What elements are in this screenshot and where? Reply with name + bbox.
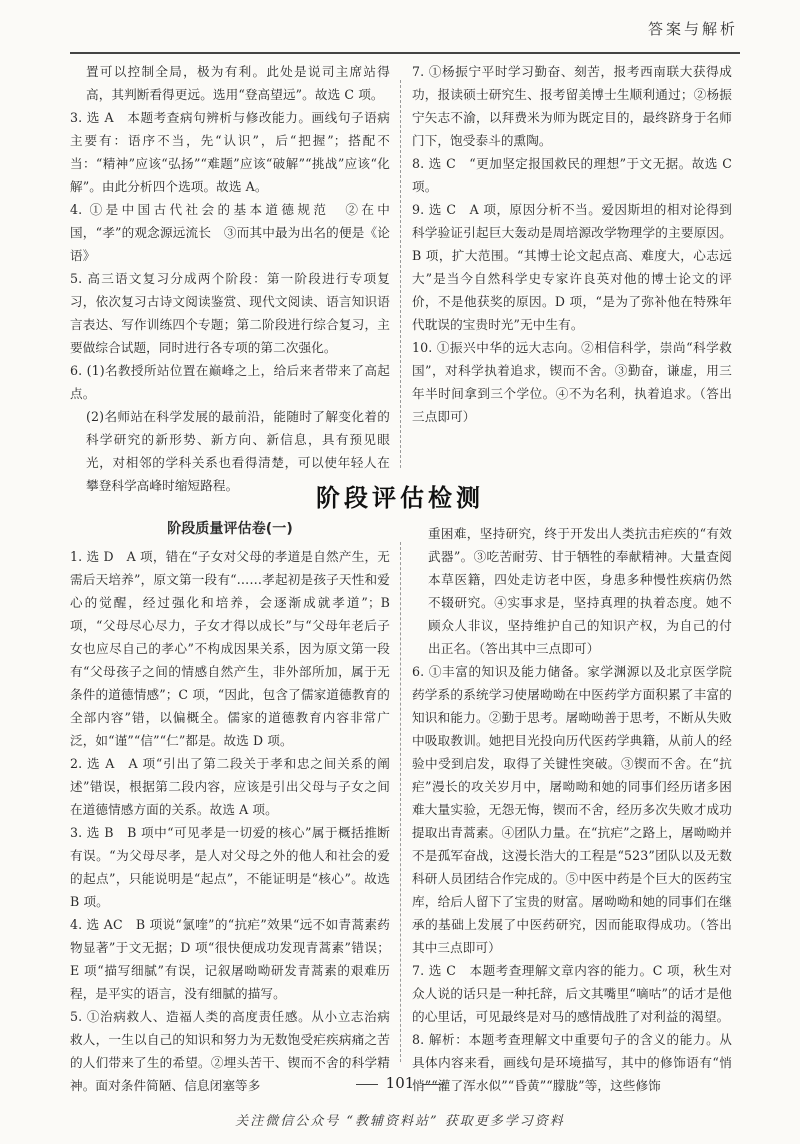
upper-left-para: 4. ①是中国古代社会的基本道德规范 ②在中国，“孝”的观念源远流长 ③而其中最为出名的便是《论语》 (70, 202, 390, 263)
lower-right-para: 8. 解析：本题考查理解文中重要句子的含义的能力。从具体内容来看，画线句是环境描写，其中的修饰语有“悄悄”“灌了浑水似”“昏黄”“朦胧”等，这些修饰 (412, 1032, 732, 1093)
column-separator (400, 542, 401, 1062)
upper-right-para: 8. 选 C “更加坚定报国救民的理想”于文无据。故选 C 项。 (412, 156, 732, 194)
lower-left-para: 1. 选 D A 项，错在“子女对父母的孝道是自然产生，无需后天培养”，原文第一段有“……孝起初是孩子天性和爱心的觉醒，经过强化和培养，会逐渐成就孝道”；B 项，“父母尽心尽力，子女才得以成长”与“父母年老后子女也应尽自己的孝心”不构成因果关系，因为原文第一段有“父母孩子之间的情感自然产生，非外部所加，属于无条件的道德情感”；C 项，“因此，包含了儒家道德教育的全部内容”错，以偏概全。儒家的道德教育内容非常广泛，如“谨”“信”“仁”都是。故选 D 项。 (70, 549, 390, 748)
column-separator (400, 80, 401, 468)
upper-right-para: 9. 选 C A 项，原因分析不当。爱因斯坦的相对论得到科学验证引起巨大轰动是周培源改学物理学的主要原因。B 项，扩大范围。“其博士论文起点高、难度大，心志远大”是当今自然科学史专家许良英对他的博士论文的评价，不是他获奖的原因。D 项，“是为了弥补他在特殊年代耽误的宝贵时光”无中生有。 (412, 202, 732, 332)
lower-right-column (412, 522, 732, 1097)
footer-note: 关注微信公众号 “教辅资料站” 获取更多学习资料 (235, 1114, 565, 1129)
upper-left-para: 置可以控制全局，极为有利。此处是说司主席站得高，其判断看得更远。选用“登高望远”。故选 C 项。 (86, 64, 390, 102)
lower-left-para: 2. 选 A A 项“引出了第二段关于孝和忠之间关系的阐述”错误，根据第二段内容，应该是引出父母与子女之间在道德情感方面的关系。故选 A 项。 (70, 756, 390, 817)
lower-left-para: 3. 选 B B 项中“可见孝是一切爱的核心”属于概括推断有误。“为父母尽孝，是人对父母之外的他人和社会的爱的起点”，只能说明是“起点”，不能证明是“核心”。故选 B 项。 (70, 825, 390, 909)
lower-right-para: 7. 选 C 本题考查理解文章内容的能力。C 项，秋生对众人说的话只是一种托辞，后文其嘴里“嘀咕”的话才是他的心里话，可见最终是对马的感情战胜了对利益的渴望。 (412, 963, 732, 1024)
lower-left-para: 5. ①治病救人、造福人类的高度责任感。从小立志治病救人，一生以自己的知识和努力为无数饱受疟疾病痛之苦的人们带来了生的希望。②埋头苦干、锲而不舍的科学精神。面对条件简陋、信息闭塞等多 (70, 1009, 390, 1093)
lower-right-para: 6. ①丰富的知识及能力储备。家学渊源以及北京医学院药学系的系统学习使屠呦呦在中医药学方面积累了丰富的知识和能力。②勤于思考。屠呦呦善于思考，不断从失败中吸取教训。她把目光投向历代医药学典籍，从前人的经验中受到启发，取得了关键性突破。③锲而不舍。在“抗疟”漫长的攻关岁月中，屠呦呦和她的同事们经历诸多困难大量实验，无怨无悔，锲而不舍，经历多次失败才成功提取出青蒿素。④团队力量。在“抗疟”之路上，屠呦呦并不是孤军奋战，这漫长浩大的工程是“523”团队以及无数科研人员团结合作完成的。⑤中医中药是个巨大的医药宝库，给后人留下了宝贵的财富。屠呦呦和她的同事们在继承的基础上发展了中医药研究，因而能取得成功。（答出其中三点即可） (412, 664, 732, 955)
header-label: 答案与解析 (647, 20, 738, 38)
page-number: 101 (0, 1074, 800, 1092)
header-rule (70, 52, 740, 54)
lower-right-para: 重困难，坚持研究，终于开发出人类抗击疟疾的“有效武器”。③吃苦耐劳、甘于牺牲的奉献精神。大量查阅本草医籍，四处走访老中医，身患多种慢性疾病仍然不辍研究。④实事求是，坚持真理的执着态度。她不顾众人非议，坚持维护自己的知识产权，为自己的付出正名。（答出其中三点即可） (428, 526, 732, 656)
upper-left-para: 5. 高三语文复习分成两个阶段：第一阶段进行专项复习，依次复习古诗文阅读鉴赏、现代文阅读、语言知识语言表达、写作训练四个专题；第二阶段进行综合复习，主要做综合试题，同时进行各专项的第二次强化。 (70, 271, 390, 355)
upper-left-column (70, 60, 390, 497)
lower-left-para: 4. 选 AC B 项说“氯喹”的“抗疟”效果“远不如青蒿素药物显著”于文无据；D 项“很快便成功发现青蒿素”错误；E 项“描写细腻”有误，记叙屠呦呦研发青蒿素的艰难历程，是平实的语言，没有细腻的描写。 (70, 917, 390, 1001)
upper-left-para: (2)名师站在科学发展的最前沿，能随时了解变化着的科学研究的新形势、新方向、新信息，具有预见眼光，对相邻的学科关系也看得清楚，可以使年轻人在攀登科学高峰时缩短路程。 (86, 409, 390, 493)
lower-left-column (70, 518, 390, 1097)
section-title: 阶段评估检测 (316, 484, 484, 512)
upper-right-para: 7. ①杨振宁平时学习勤奋、刻苦，报考西南联大获得成功，报读硕士研究生、报考留美博士生顺利通过；②杨振宁矢志不渝，以拜费米为师为既定目的，最终跻身于名师门下，饱受泰斗的熏陶。 (412, 64, 732, 148)
upper-right-para: 10. ①振兴中华的远大志向。②相信科学，崇尚“科学救国”，对科学执着追求，锲而不舍。③勤奋，谦虚，用三年半时间拿到三个学位。④不为名利，执着追求。（答出三点即可） (412, 340, 732, 424)
upper-left-para: 3. 选 A 本题考查病句辨析与修改能力。画线句子语病主要有：语序不当，先“认识”，后“把握”；搭配不当：“精神”应该“弘扬”“难题”应该“破解”“挑战”应该“化解”。由此分析四个选项。故选 A。 (70, 110, 390, 194)
upper-right-column (412, 60, 732, 428)
upper-left-para: 6. (1)名教授所站位置在巅峰之上，给后来者带来了高起点。 (70, 363, 390, 401)
sub-title: 阶段质量评估卷(一) (167, 521, 293, 537)
